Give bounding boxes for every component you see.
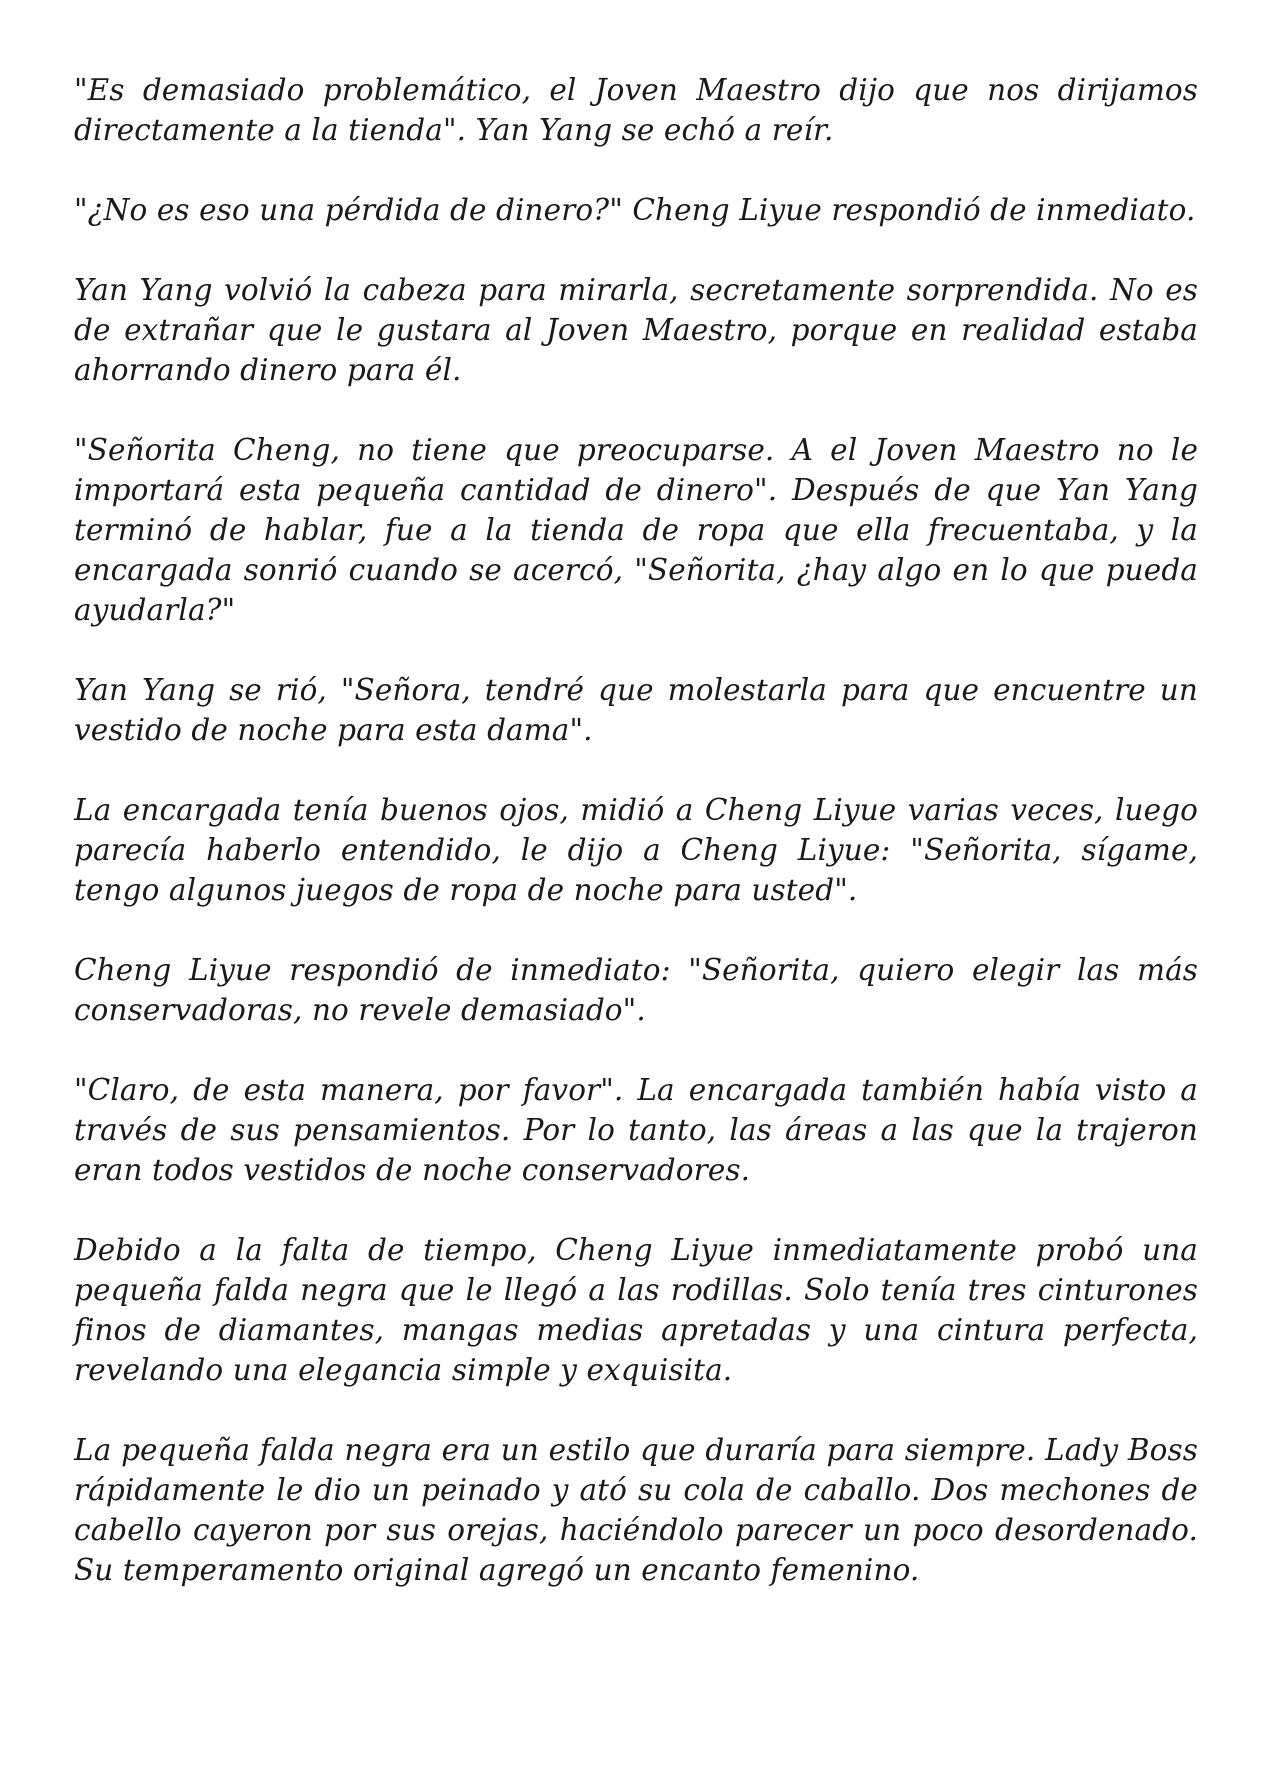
paragraph-5: Yan Yang se rió, "Señora, tendré que molestarla para que encuentre un vestido de noche para esta dama". [74, 673, 1198, 747]
paragraph-4: "Señorita Cheng, no tiene que preocuparse. A el Joven Maestro no le importará esta pequeña cantidad de dinero". Después de que Yan Yang terminó de hablar, fue a la tienda de ropa que ella frecuentaba, y la encargada sonrió cuando se acercó, "Señorita, ¿hay algo en lo que pueda ayudarla?" [74, 433, 1198, 627]
paragraph-8: "Claro, de esta manera, por favor". La encargada también había visto a través de sus pensamientos. Por lo tanto, las áreas a las que la trajeron eran todos vestidos de noche conservadores. [74, 1073, 1198, 1187]
paragraph-10: La pequeña falda negra era un estilo que duraría para siempre. Lady Boss rápidamente le dio un peinado y ató su cola de caballo. Dos mechones de cabello cayeron por sus orejas, haciéndolo parecer un poco desordenado. Su temperamento original agregó un encanto femenino. [74, 1433, 1198, 1587]
paragraph-2: "¿No es eso una pérdida de dinero?" Cheng Liyue respondió de inmediato. [74, 193, 1196, 227]
document-page [74, 70, 1198, 1630]
paragraph-1: "Es demasiado problemático, el Joven Maestro dijo que nos dirijamos directamente a la tienda". Yan Yang se echó a reír. [74, 73, 1198, 147]
paragraph-3: Yan Yang volvió la cabeza para mirarla, secretamente sorprendida. No es de extrañar que le gustara al Joven Maestro, porque en realidad estaba ahorrando dinero para él. [74, 273, 1198, 387]
paragraph-9: Debido a la falta de tiempo, Cheng Liyue inmediatamente probó una pequeña falda negra que le llegó a las rodillas. Solo tenía tres cinturones finos de diamantes, mangas medias apretadas y una cintura perfecta, revelando una elegancia simple y exquisita. [74, 1233, 1198, 1387]
paragraph-6: La encargada tenía buenos ojos, midió a Cheng Liyue varias veces, luego parecía haberlo entendido, le dijo a Cheng Liyue: "Señorita, sígame, tengo algunos juegos de ropa de noche para usted". [74, 793, 1198, 907]
paragraph-7: Cheng Liyue respondió de inmediato: "Señorita, quiero elegir las más conservadoras, no revele demasiado". [74, 953, 1198, 1027]
